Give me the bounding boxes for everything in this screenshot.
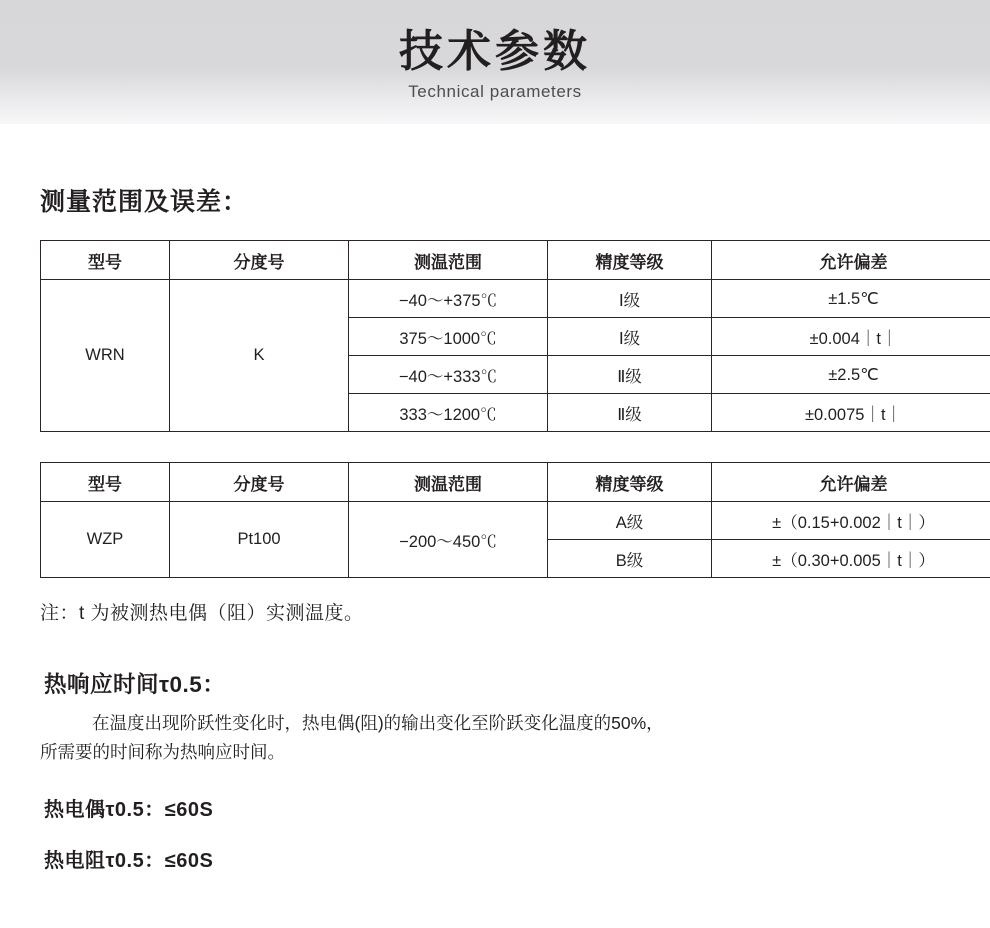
table-row: [41, 502, 990, 540]
cell-range: 375～1000℃: [349, 318, 548, 356]
response-time-rtd: 热电阻τ0.5：≤60S: [44, 849, 214, 872]
response-time-paragraph-line2: 所需要的时间称为热响应时间。: [40, 741, 285, 762]
page-banner: [0, 0, 990, 124]
column-header-model: 型号: [41, 463, 170, 502]
column-header-accuracy-class: 精度等级: [548, 463, 712, 502]
column-header-tolerance: 允许偏差: [712, 463, 990, 502]
page-subtitle: Technical parameters: [408, 82, 582, 102]
table-spacer: [40, 432, 950, 462]
column-header-accuracy-class: 精度等级: [548, 241, 712, 280]
cell-range: −40～+375℃: [349, 280, 548, 318]
response-time-paragraph: [40, 709, 940, 767]
cell-grade: K: [170, 280, 349, 432]
table-row: [41, 280, 990, 318]
cell-range: 333～1200℃: [349, 394, 548, 432]
thermocouple-spec-table: [40, 240, 990, 432]
cell-range: −200～450℃: [349, 502, 548, 578]
rtd-spec-table: [40, 462, 990, 578]
cell-accuracy-class: Ⅱ级: [548, 394, 712, 432]
column-header-grade: 分度号: [170, 463, 349, 502]
cell-accuracy-class: Ⅰ级: [548, 280, 712, 318]
section-heading-measurement-range: 测量范围及误差：: [40, 188, 249, 216]
page-title: 技术参数: [399, 26, 591, 76]
table-header-row: [41, 241, 990, 280]
response-time-paragraph-line1: 在温度出现阶跃性变化时，热电偶(阻)的输出变化至阶跃变化温度的50%，: [92, 713, 664, 733]
cell-tolerance: ±（0.15+0.002｜t｜）: [712, 502, 990, 540]
cell-accuracy-class: B级: [548, 540, 712, 578]
cell-tolerance: ±0.004｜t｜: [712, 318, 990, 356]
response-time-thermocouple: 热电偶τ0.5：≤60S: [44, 798, 214, 821]
cell-tolerance: ±1.5℃: [712, 280, 990, 318]
cell-accuracy-class: Ⅰ级: [548, 318, 712, 356]
cell-accuracy-class: A级: [548, 502, 712, 540]
cell-grade: Pt100: [170, 502, 349, 578]
cell-tolerance: ±0.0075｜t｜: [712, 394, 990, 432]
table-note: 注：t 为被测热电偶（阻）实测温度。: [40, 603, 364, 624]
cell-model: WRN: [41, 280, 170, 432]
table-header-row: [41, 463, 990, 502]
cell-tolerance: ±2.5℃: [712, 356, 990, 394]
cell-range: −40～+333℃: [349, 356, 548, 394]
column-header-range: 测温范围: [349, 463, 548, 502]
cell-model: WZP: [41, 502, 170, 578]
column-header-model: 型号: [41, 241, 170, 280]
column-header-tolerance: 允许偏差: [712, 241, 990, 280]
cell-accuracy-class: Ⅱ级: [548, 356, 712, 394]
cell-tolerance: ±（0.30+0.005｜t｜）: [712, 540, 990, 578]
section-heading-response-time: 热响应时间τ0.5：: [44, 672, 226, 697]
column-header-range: 测温范围: [349, 241, 548, 280]
page-content: [0, 182, 990, 873]
column-header-grade: 分度号: [170, 241, 349, 280]
